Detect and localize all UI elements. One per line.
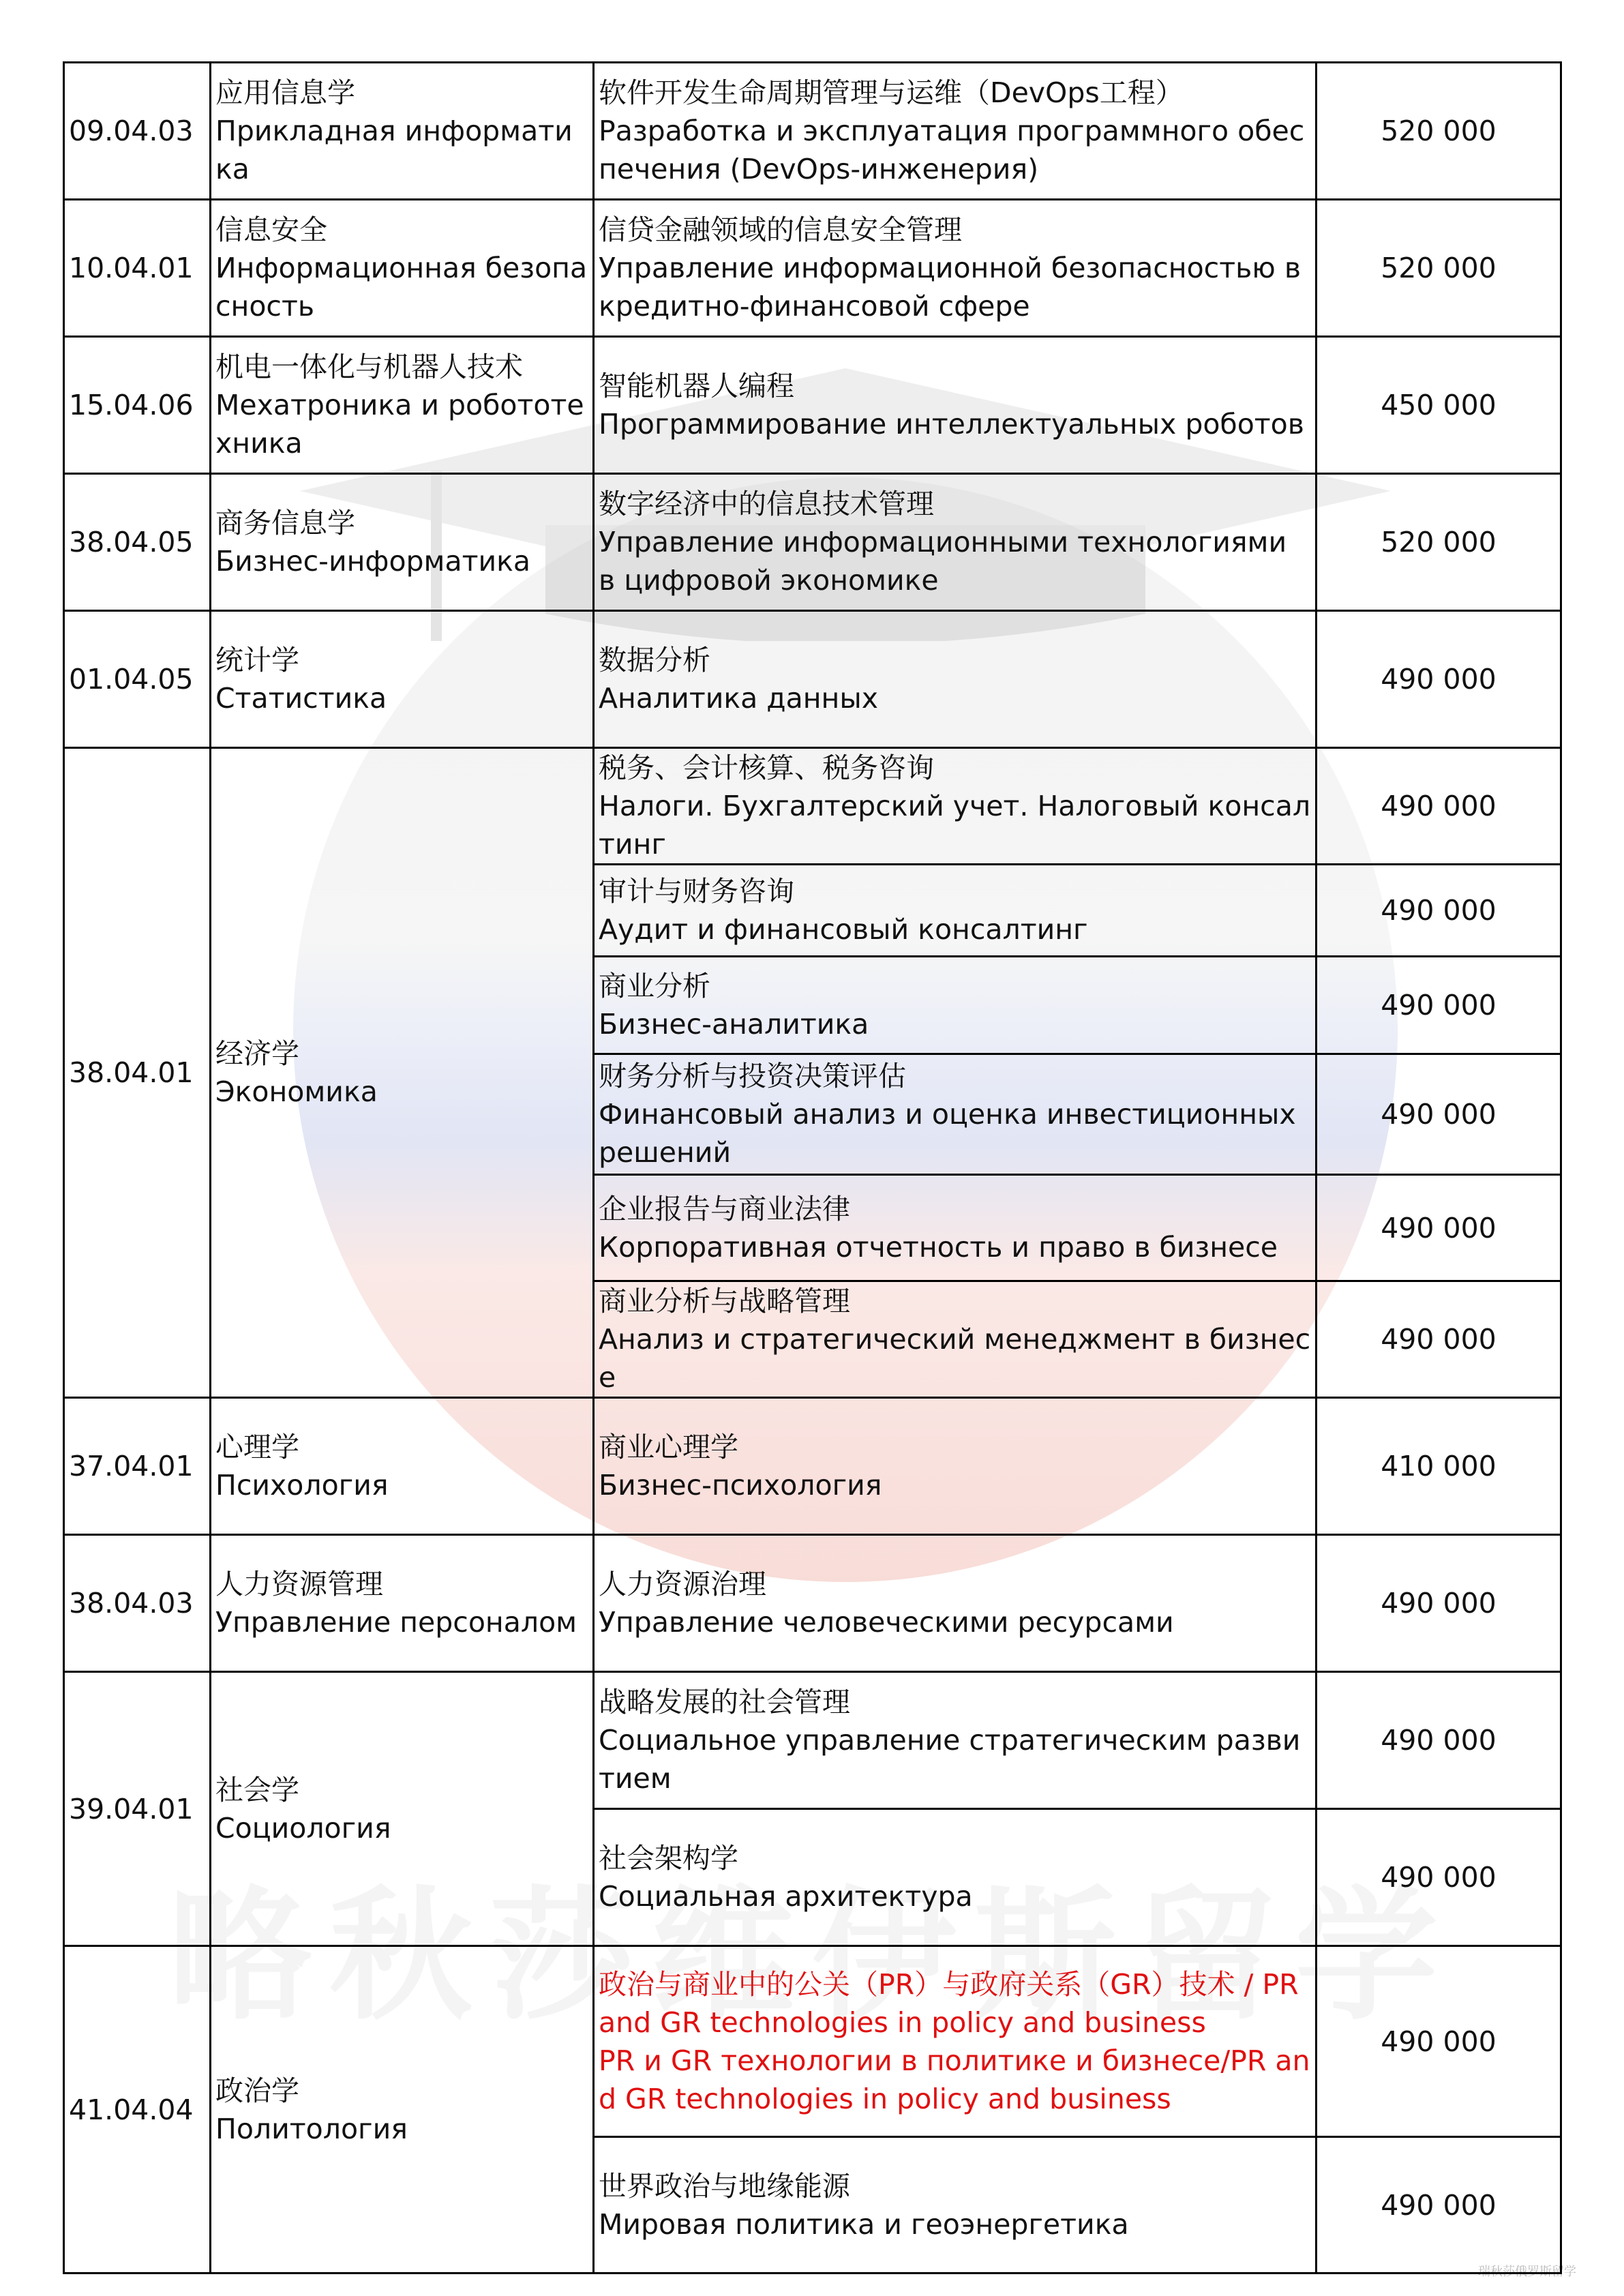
field-of-study [211,200,594,337]
program-name [594,1175,1317,1281]
program-name-ru: Аудит и финансовый консалтинг [599,913,1088,946]
program-name-ru: Бизнес-психология [599,1469,882,1502]
program-name-ru: Управление информационной безопасностью в кредитно-финансовой сфере [599,252,1301,323]
field-name-cn: 商务信息学 [215,507,355,539]
program-name-cn: 人力资源治理 [599,1568,766,1600]
field-of-study [211,474,594,611]
program-name-ru: Бизнес-аналитика [599,1008,869,1041]
field-name-ru: Экономика [215,1075,378,1108]
field-of-study [211,1946,594,2273]
program-code: 09.04.03 [64,63,211,200]
tuition-price: 490 000 [1317,1175,1561,1281]
tuition-price: 520 000 [1317,63,1561,200]
program-code: 37.04.01 [64,1398,211,1535]
program-code: 41.04.04 [64,1946,211,2273]
field-name-ru: Управление персоналом [215,1606,577,1639]
program-name [594,1281,1317,1398]
tuition-price: 490 000 [1317,1535,1561,1672]
program-name-cn: 审计与财务咨询 [599,875,794,908]
field-name-cn: 应用信息学 [215,76,355,109]
tuition-price: 490 000 [1317,1672,1561,1809]
field-name-cn: 信息安全 [215,213,327,246]
field-of-study [211,748,594,1398]
tuition-price: 490 000 [1317,1281,1561,1398]
program-name-cn: 软件开发生命周期管理与运维（DevOps工程） [599,76,1184,109]
program-code: 01.04.05 [64,611,211,748]
field-name-ru: Политология [215,2112,408,2145]
program-name-cn: 政治与商业中的公关（PR）与政府关系（GR）技术 / PR and GR technologies in policy and business [599,1967,1299,2039]
program-name-ru: Программирование интеллектуальных роботов [599,408,1304,441]
table-row [64,474,1561,611]
tuition-price: 520 000 [1317,200,1561,337]
program-name-ru: Социальная архитектура [599,1880,973,1913]
program-name [594,1398,1317,1535]
program-name [594,611,1317,748]
field-name-cn: 人力资源管理 [215,1568,383,1600]
table-row [64,337,1561,474]
program-name [594,1946,1317,2137]
field-name-ru: Бизнес-информатика [215,545,531,578]
table-row [64,63,1561,200]
table-row [64,748,1561,865]
program-name-ru: Налоги. Бухгалтерский учет. Налоговый консалтинг [599,790,1311,861]
program-name-cn: 世界政治与地缘能源 [599,2169,850,2203]
program-name-cn: 税务、会计核算、税务咨询 [599,751,934,784]
program-name-ru: Социальное управление стратегическим развитием [599,1724,1301,1795]
tuition-price: 490 000 [1317,748,1561,865]
tuition-price: 410 000 [1317,1398,1561,1535]
program-name-ru: Мировая политика и геоэнергетика [599,2207,1129,2241]
field-name-cn: 心理学 [215,1431,299,1463]
program-name-ru: Разработка и эксплуатация программного обеспечения (DevOps-инженерия) [599,115,1305,185]
field-name-cn: 机电一体化与机器人技术 [215,351,523,383]
program-name [594,865,1317,957]
table-row [64,1946,1561,2137]
program-name-cn: 数字经济中的信息技术管理 [599,488,934,520]
field-name-cn: 统计学 [215,644,299,676]
program-name [594,1535,1317,1672]
program-name [594,337,1317,474]
field-of-study [211,611,594,748]
field-name-cn: 社会学 [215,1773,299,1806]
tuition-price: 490 000 [1317,865,1561,957]
field-name-ru: Мехатроника и робототехника [215,389,584,460]
tuition-price: 520 000 [1317,474,1561,611]
program-name [594,2137,1317,2273]
program-name [594,1054,1317,1175]
program-name-cn: 商业分析 [599,970,710,1002]
field-of-study [211,1535,594,1672]
program-name [594,63,1317,200]
tuition-price: 490 000 [1317,2137,1561,2273]
field-of-study [211,1398,594,1535]
program-name [594,474,1317,611]
program-name-ru: Аналитика данных [599,682,878,715]
program-name-cn: 商业心理学 [599,1431,738,1463]
field-of-study [211,337,594,474]
table-row [64,611,1561,748]
field-of-study [211,63,594,200]
program-name-cn: 财务分析与投资决策评估 [599,1060,906,1092]
field-name-ru: Информационная безопасность [215,252,588,323]
tuition-price: 450 000 [1317,337,1561,474]
program-code: 39.04.01 [64,1672,211,1946]
program-name-cn: 智能机器人编程 [599,370,794,402]
program-name-cn: 数据分析 [599,644,710,676]
tuition-price: 490 000 [1317,1946,1561,2137]
tuition-price: 490 000 [1317,1809,1561,1946]
program-name-ru: PR и GR технологии в политике и бизнесе/PR and GR technologies in policy and business [599,2044,1310,2115]
program-name [594,957,1317,1054]
program-code: 38.04.01 [64,748,211,1398]
program-code: 38.04.05 [64,474,211,611]
field-name-cn: 经济学 [215,1037,299,1070]
corner-watermark: 瑞秋莎俄罗斯留学 [1478,2265,1576,2279]
program-name-ru: Финансовый анализ и оценка инвестиционных решений [599,1098,1296,1169]
program-name-cn: 社会架构学 [599,1842,738,1875]
program-name [594,748,1317,865]
program-name-ru: Анализ и стратегический менеджмент в бизнесе [599,1323,1311,1394]
field-name-cn: 政治学 [215,2074,299,2107]
program-name [594,1809,1317,1946]
field-of-study [211,1672,594,1946]
program-name [594,1672,1317,1809]
program-code: 10.04.01 [64,200,211,337]
program-name-cn: 商业分析与战略管理 [599,1285,850,1317]
field-name-ru: Прикладная информатика [215,115,573,185]
tuition-price: 490 000 [1317,611,1561,748]
field-name-ru: Социология [215,1811,391,1845]
tuition-price: 490 000 [1317,1054,1561,1175]
program-code: 15.04.06 [64,337,211,474]
program-name-ru: Корпоративная отчетность и право в бизнесе [599,1230,1278,1264]
program-name-cn: 战略发展的社会管理 [599,1686,850,1718]
programs-table [63,61,1562,2274]
program-name-cn: 企业报告与商业法律 [599,1192,850,1225]
program-code: 38.04.03 [64,1535,211,1672]
field-name-ru: Психология [215,1469,389,1502]
table-row [64,1398,1561,1535]
table-row [64,1535,1561,1672]
field-name-ru: Статистика [215,682,387,715]
program-name-ru: Управление человеческими ресурсами [599,1606,1174,1639]
program-name-ru: Управление информационными технологиями в цифровой экономике [599,526,1287,597]
table-row [64,200,1561,337]
tuition-price: 490 000 [1317,957,1561,1054]
program-name-cn: 信贷金融领域的信息安全管理 [599,213,962,246]
table-row [64,1672,1561,1809]
program-name [594,200,1317,337]
